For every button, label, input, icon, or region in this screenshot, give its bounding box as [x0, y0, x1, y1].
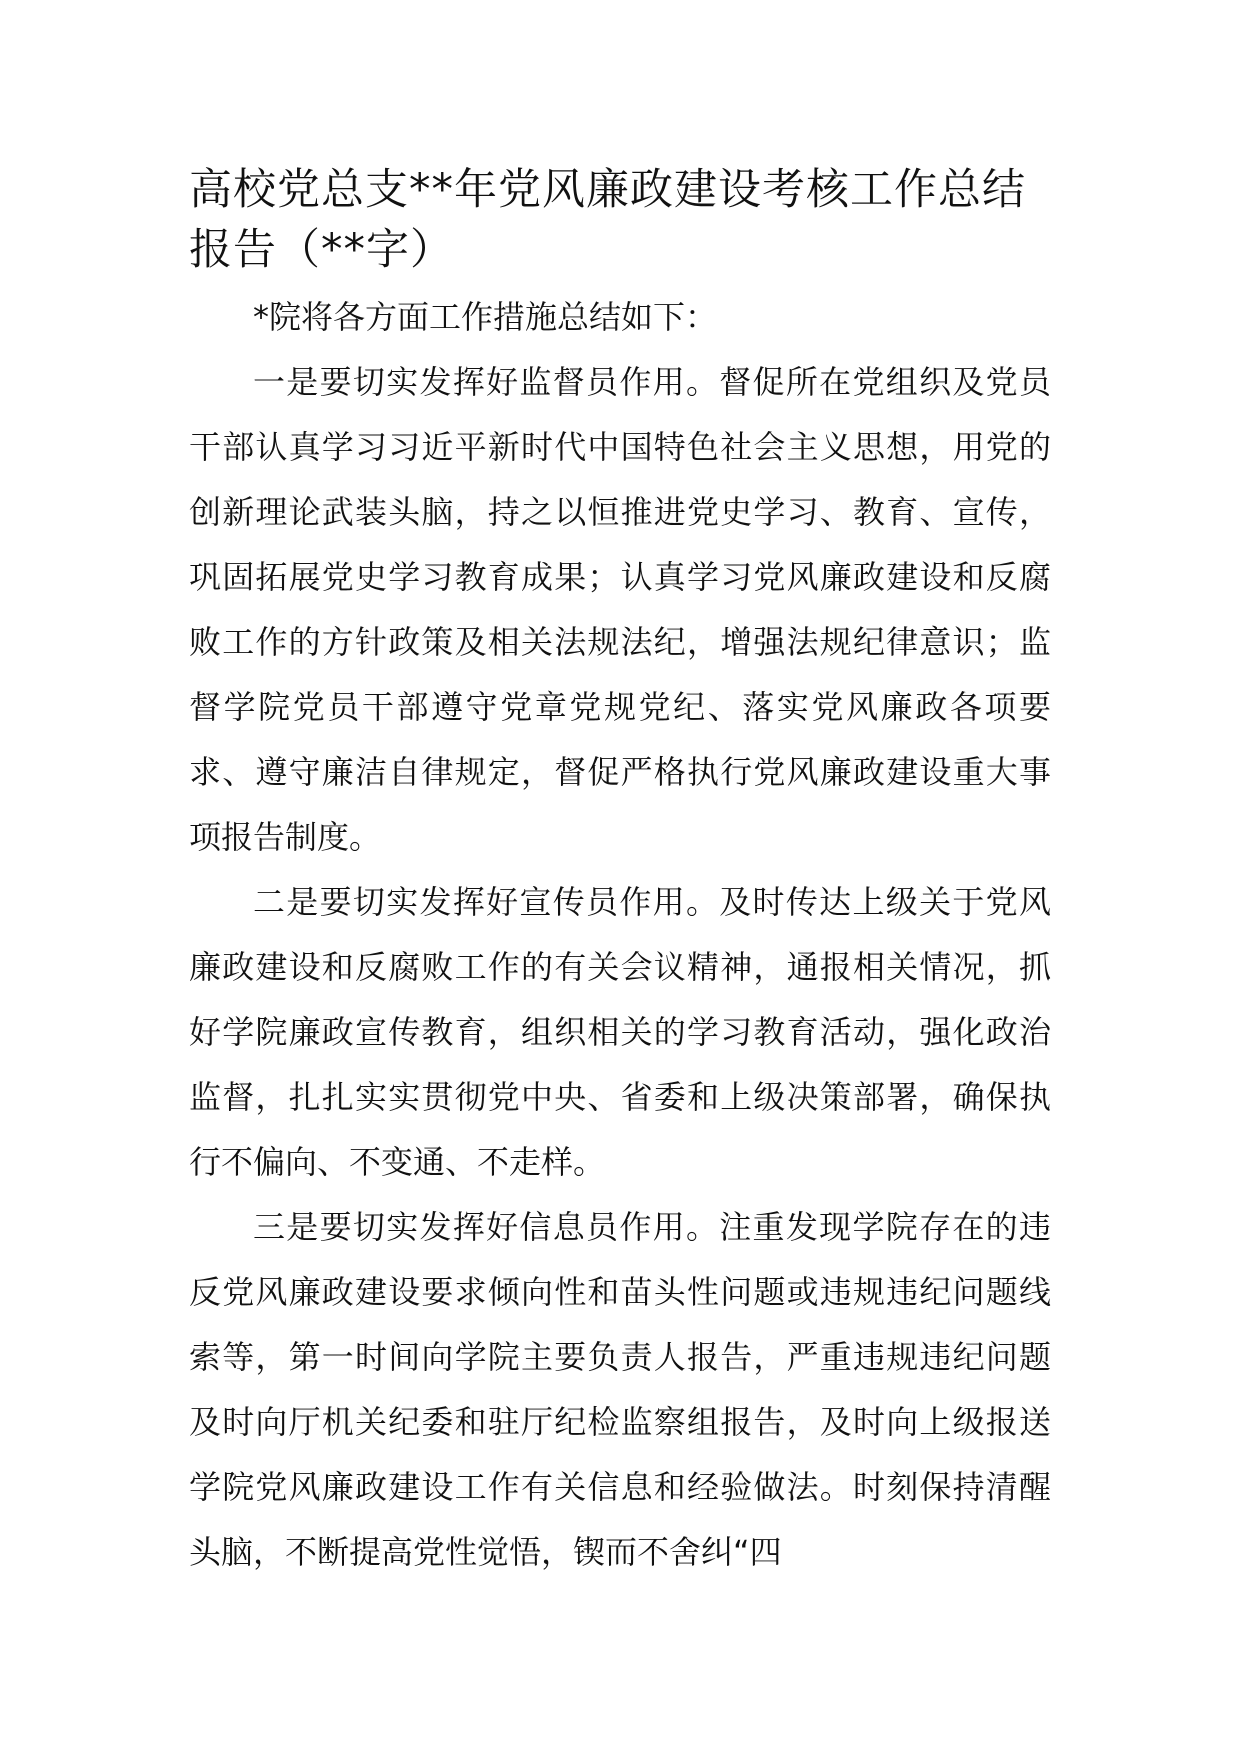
- intro-paragraph: *院将各方面工作措施总结如下：: [253, 298, 718, 336]
- paragraph-supervisor-role: 一是要切实发挥好监督员作用。督促所在党组织及党员干部认真学习习近平新时代中国特色社会主义思想，用党的创新理论武装头脑，持之以恒推进党史学习、教育、宣传，巩固拓展党史学习教育成果；认真学习党风廉政建设和反腐败工作的方针政策及相关法规法纪，增强法规纪律意识；监督学院党员干部遵守党章党规党纪、落实党风廉政各项要求、遵守廉洁自律规定，督促严格执行党风廉政建设重大事项报告制度。: [189, 363, 1051, 856]
- document-body: [189, 160, 1051, 1585]
- document-title: 高校党总支**年党风廉政建设考核工作总结报告（**字）: [189, 165, 1026, 275]
- paragraph-publicity-role: 二是要切实发挥好宣传员作用。及时传达上级关于党风廉政建设和反腐败工作的有关会议精神，通报相关情况，抓好学院廉政宣传教育，组织相关的学习教育活动，强化政治监督，扎扎实实贯彻党中央、省委和上级决策部署，确保执行不偏向、不变通、不走样。: [189, 883, 1051, 1181]
- paragraph-information-role: 三是要切实发挥好信息员作用。注重发现学院存在的违反党风廉政建设要求倾向性和苗头性问题或违规违纪问题线索等，第一时间向学院主要负责人报告，严重违规违纪问题及时向厅机关纪委和驻厅纪检监察组报告，及时向上级报送学院党风廉政建设工作有关信息和经验做法。时刻保持清醒头脑，不断提高党性觉悟，锲而不舍纠“四: [189, 1208, 1051, 1571]
